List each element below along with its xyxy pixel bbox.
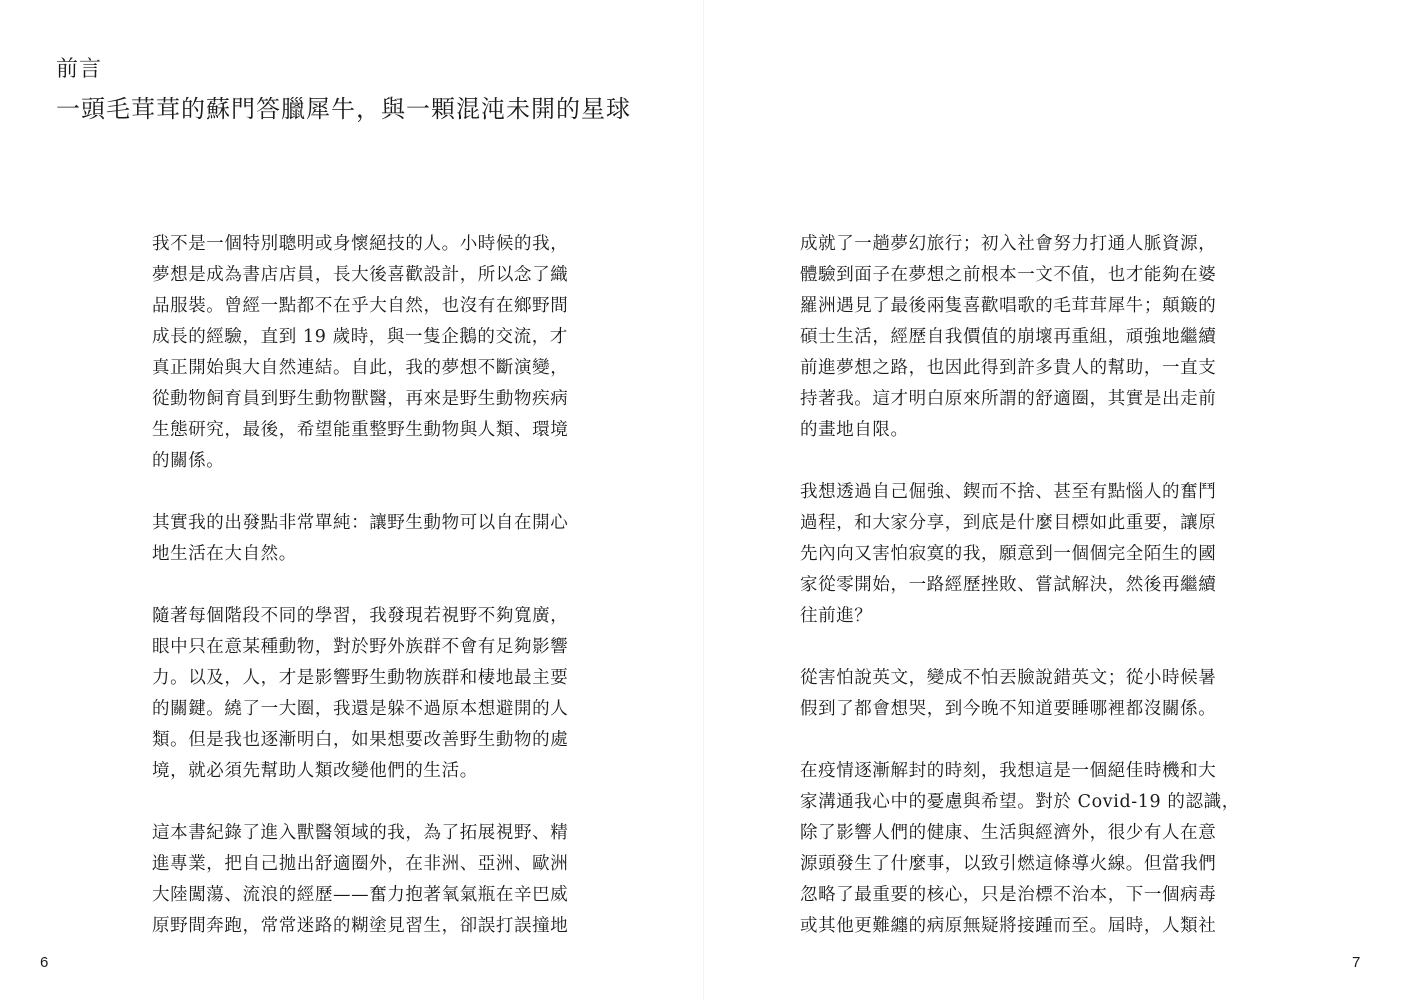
text-line: 家溝通我心中的憂慮與希望。對於 Covid-19 的認識， [800,792,1240,812]
text-line: 生態研究，最後，希望能重整野生動物與人類、環境 [152,420,569,440]
text-line: 過程，和大家分享，到底是什麼目標如此重要，讓原 [800,513,1217,533]
text-line: 先內向又害怕寂寞的我，願意到一個個完全陌生的國 [800,544,1217,564]
right-text-column [800,229,1256,973]
text-line: 假到了都會想哭，到今晚不知道要睡哪裡都沒關係。 [800,699,1217,719]
text-line: 除了影響人們的健康、生活與經濟外，很少有人在意 [800,823,1217,843]
text-line: 這本書紀錄了進入獸醫領域的我，為了拓展視野、精 [152,823,569,843]
text-line: 從動物飼育員到野生動物獸醫，再來是野生動物疾病 [152,389,569,409]
text-line: 原野間奔跑，常常迷路的糊塗見習生，卻誤打誤撞地 [152,916,569,936]
paragraph [800,229,1256,446]
text-line: 類。但是我也逐漸明白，如果想要改善野生動物的處 [152,730,569,750]
text-line: 體驗到面子在夢想之前根本一文不值，也才能夠在婆 [800,265,1217,285]
text-line: 前進夢想之路，也因此得到許多貴人的幫助，一直支 [800,358,1217,378]
text-line: 進專業，把自己拋出舒適圈外，在非洲、亞洲、歐洲 [152,854,569,874]
paragraph [152,818,608,942]
text-line: 的畫地自限。 [800,420,909,440]
text-line: 夢想是成為書店店員，長大後喜歡設計，所以念了織 [152,265,569,285]
text-line: 成長的經驗，直到 19 歲時，與一隻企鵝的交流，才 [152,327,568,347]
page-number-left: 6 [40,954,49,971]
paragraph [152,229,608,477]
chapter-title: 一頭毛茸茸的蘇門答臘犀牛，與一顆混沌未開的星球 [56,95,631,123]
text-line: 持著我。這才明白原來所謂的舒適圈，其實是出走前 [800,389,1217,409]
text-line: 從害怕說英文，變成不怕丟臉說錯英文；從小時候暑 [800,668,1217,688]
left-page [0,0,703,1000]
text-line: 大陸闖蕩、流浪的經歷——奮力抱著氧氣瓶在辛巴威 [152,885,569,905]
text-line: 隨著每個階段不同的學習，我發現若視野不夠寬廣， [152,606,569,626]
text-line: 境，就必須先幫助人類改變他們的生活。 [152,761,478,781]
text-line: 忽略了最重要的核心，只是治標不治本，下一個病毒 [800,885,1217,905]
text-line: 其實我的出發點非常單純：讓野生動物可以自在開心 [152,513,569,533]
text-line: 我想透過自己倔強、鍥而不捨、甚至有點惱人的奮鬥 [800,482,1217,502]
paragraph [152,601,608,787]
right-page [704,0,1407,1000]
text-line: 家從零開始，一路經歷挫敗、嘗試解決，然後再繼續 [800,575,1217,595]
paragraph [800,756,1256,942]
text-line: 成就了一趟夢幻旅行；初入社會努力打通人脈資源， [800,234,1217,254]
text-line: 在疫情逐漸解封的時刻，我想這是一個絕佳時機和大 [800,761,1217,781]
chapter-label: 前言 [56,57,103,82]
text-line: 力。以及，人，才是影響野生動物族群和棲地最主要 [152,668,569,688]
paragraph [800,477,1256,632]
text-line: 羅洲遇見了最後兩隻喜歡唱歌的毛茸茸犀牛；顛簸的 [800,296,1217,316]
text-line: 的關鍵。繞了一大圈，我還是躲不過原本想避開的人 [152,699,569,719]
left-text-column [152,229,608,973]
paragraph [152,508,608,570]
text-line: 或其他更難纏的病原無疑將接踵而至。屆時，人類社 [800,916,1217,936]
page-number-right: 7 [1352,954,1361,971]
text-line: 往前進？ [800,606,873,626]
text-line: 的關係。 [152,451,225,471]
text-line: 真正開始與大自然連結。自此，我的夢想不斷演變， [152,358,569,378]
text-line: 碩士生活，經歷自我價值的崩壞再重組，頑強地繼續 [800,327,1217,347]
text-line: 眼中只在意某種動物，對於野外族群不會有足夠影響 [152,637,569,657]
text-line: 品服裝。曾經一點都不在乎大自然，也沒有在鄉野間 [152,296,569,316]
text-line: 源頭發生了什麼事，以致引燃這條導火線。但當我們 [800,854,1217,874]
paragraph [800,663,1256,725]
text-line: 地生活在大自然。 [152,544,297,564]
text-line: 我不是一個特別聰明或身懷絕技的人。小時候的我， [152,234,569,254]
